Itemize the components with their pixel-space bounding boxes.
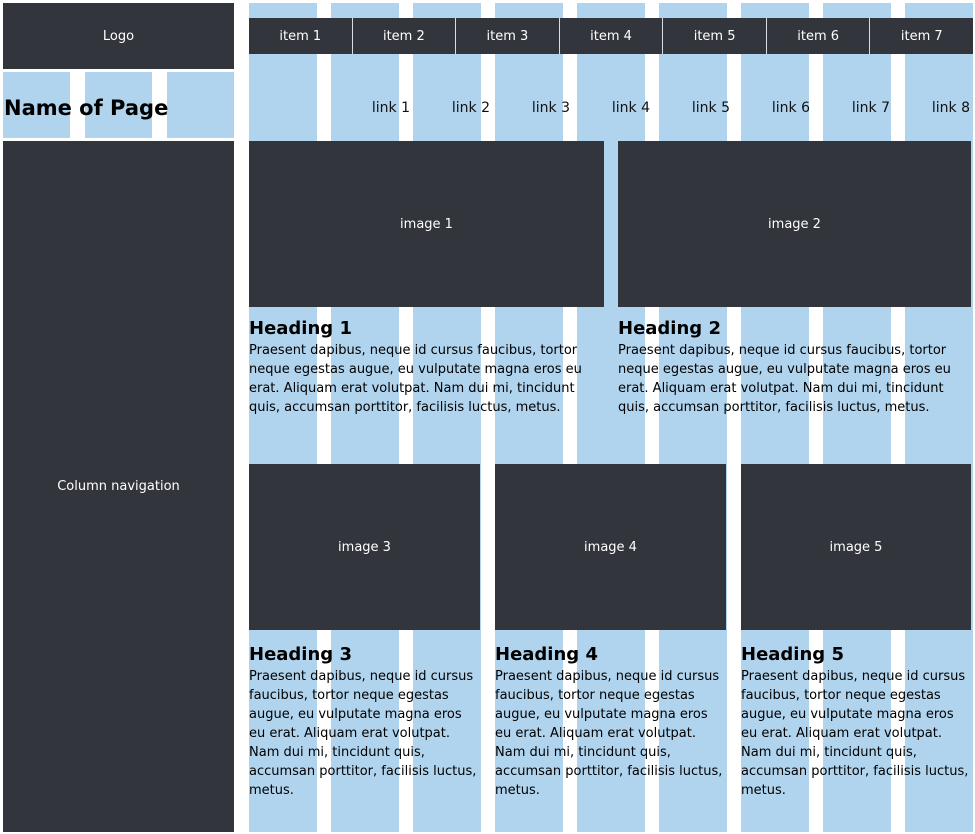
nav-item-1[interactable]: item 1 [249,18,353,54]
logo[interactable]: Logo [3,3,234,69]
nav-item-3[interactable]: item 3 [456,18,560,54]
image-3[interactable]: image 3 [249,464,480,630]
image-2[interactable]: image 2 [618,141,971,307]
link-2[interactable]: link 2 [451,100,490,116]
grid-cell [167,72,234,138]
paragraph-5: Praesent dapibus, neque id cursus faucibus, tortor neque egestas augue, eu vulputate magna eros eu erat. Aliquam erat volutpat. Nam dui mi, tincidunt quis, accumsan porttitor, facilisis luctus, metus. [741,669,969,798]
link-3[interactable]: link 3 [531,100,570,116]
heading-2: Heading 2 [618,318,721,339]
paragraph-2: Praesent dapibus, neque id cursus faucibus, tortor neque egestas augue, eu vulputate magna eros eu erat. Aliquam erat volutpat. Nam dui mi, tincidunt quis, accumsan porttitor, facilisis luctus, metus. [618,343,951,415]
link-7[interactable]: link 7 [851,100,890,116]
nav-item-7[interactable]: item 7 [900,28,943,44]
nav-item-2[interactable]: item 2 [353,18,457,54]
link-4[interactable]: link 4 [611,100,650,116]
heading-5: Heading 5 [741,644,844,665]
top-nav [249,18,973,54]
nav-item-5[interactable]: item 5 [663,18,767,54]
paragraph-1: Praesent dapibus, neque id cursus faucibus, tortor neque egestas augue, eu vulputate magna eros eu erat. Aliquam erat volutpat. Nam dui mi, tincidunt quis, accumsan porttitor, facilisis luctus, metus. [249,343,582,415]
link-8[interactable]: link 8 [931,100,970,116]
image-4[interactable]: image 4 [495,464,726,630]
page-title: Name of Page [4,96,169,120]
link-6[interactable]: link 6 [771,100,810,116]
paragraph-4: Praesent dapibus, neque id cursus faucibus, tortor neque egestas augue, eu vulputate magna eros eu erat. Aliquam erat volutpat. Nam dui mi, tincidunt quis, accumsan porttitor, facilisis luctus, metus. [495,669,723,798]
image-1[interactable]: image 1 [249,141,604,307]
column-navigation[interactable]: Column navigation [3,141,234,832]
nav-item-4[interactable]: item 4 [560,18,664,54]
link-5[interactable]: link 5 [691,100,730,116]
heading-1: Heading 1 [249,318,352,339]
link-1[interactable]: link 1 [371,100,410,116]
paragraph-3: Praesent dapibus, neque id cursus faucibus, tortor neque egestas augue, eu vulputate magna eros eu erat. Aliquam erat volutpat. Nam dui mi, tincidunt quis, accumsan porttitor, facilisis luctus, metus. [249,669,477,798]
image-5[interactable]: image 5 [741,464,971,630]
heading-4: Heading 4 [495,644,598,665]
heading-3: Heading 3 [249,644,352,665]
nav-item-6[interactable]: item 6 [767,18,871,54]
